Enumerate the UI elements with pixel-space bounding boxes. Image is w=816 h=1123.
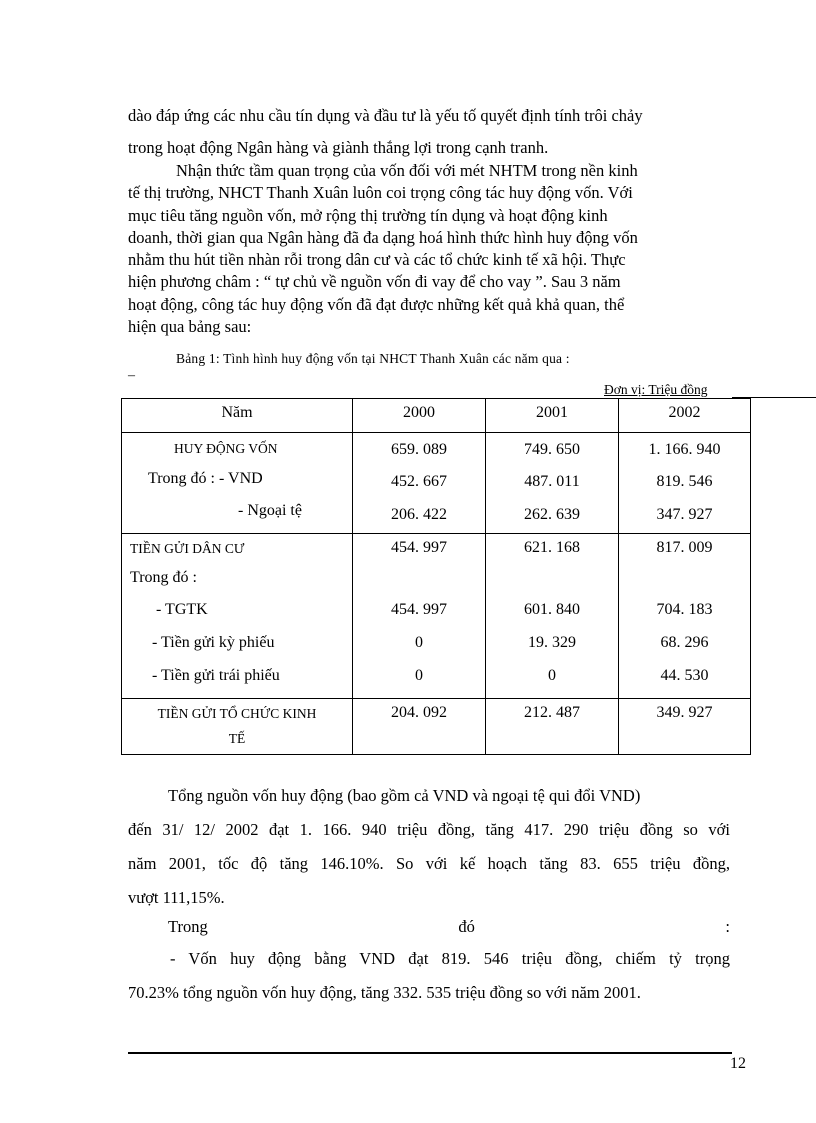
label-capital-foreign: - Ngoại tệ <box>238 502 302 519</box>
para2-line-8: hiện qua bảng sau: <box>128 317 252 337</box>
cell-value: 349. 927 <box>656 704 713 721</box>
para2-line-2: tế thị trường, NHCT Thanh Xuân luôn coi trọng công tác huy động vốn. Với <box>128 183 633 203</box>
para2-line-4: doanh, thời gian qua Ngân hàng đã đa dạng hoá hình thức hình huy động vốn <box>128 227 638 247</box>
row-label-household <box>122 534 353 699</box>
of-which-colon: : <box>725 917 730 936</box>
header-2002: 2002 <box>619 399 751 433</box>
paragraph-importance <box>128 160 728 338</box>
header-2001: 2001 <box>486 399 619 433</box>
para2-line-7: hoạt động, công tác huy động vốn đã đạt được những kết quả khả quan, thể <box>128 294 625 314</box>
caption-dash: – <box>128 368 135 383</box>
label-household-total: TIỀN GỬI DÂN CƯ <box>130 541 245 556</box>
table-unit: Đơn vị: Triệu đồng <box>604 382 708 397</box>
paragraph-total-capital <box>128 779 730 915</box>
cell-value: 0 <box>415 634 423 651</box>
intro-paragraph <box>128 100 744 164</box>
label-bond: - Tiền gửi trái phiếu <box>152 667 280 684</box>
cell-value: 0 <box>415 667 423 684</box>
economic-org-2002 <box>619 699 751 755</box>
cell-value: 749. 650 <box>524 441 580 458</box>
table-header-row <box>122 399 751 433</box>
cell-value: 206. 422 <box>391 506 447 523</box>
para3-line-1: Tổng nguồn vốn huy động (bao gồm cả VND và ngoại tệ qui đổi VND) <box>168 786 641 805</box>
header-year: Năm <box>122 399 353 433</box>
cell-value: 819. 546 <box>656 473 713 490</box>
cell-value: 817. 009 <box>656 539 713 556</box>
intro-line-2: trong hoạt động Ngân hàng và giành thắng lợi trong cạnh tranh. <box>128 138 549 157</box>
para2-line-1: Nhận thức tầm quan trọng của vốn đối với mét NHTM trong nền kinh <box>176 161 638 180</box>
label-capital-total: HUY ĐỘNG VỐN <box>174 441 278 456</box>
label-savings: - TGTK <box>156 601 208 618</box>
intro-line-1: dào đáp ứng các nhu cầu tín dụng và đầu tư là yếu tố quyết định tính trôi chảy <box>128 106 643 125</box>
cell-value: 19. 329 <box>528 634 576 651</box>
cell-value: 659. 089 <box>391 441 447 458</box>
capital-2000 <box>353 433 486 534</box>
row-label-capital <box>122 433 353 534</box>
cell-value: 704. 183 <box>656 601 713 618</box>
cell-value: 1. 166. 940 <box>648 441 721 458</box>
cell-value: 487. 011 <box>524 473 580 490</box>
label-promissory: - Tiền gửi kỳ phiếu <box>152 634 275 651</box>
para5-line-1: - Vốn huy động bằng VND đạt 819. 546 triệu đồng, chiếm tỷ trọng <box>170 949 730 968</box>
para5-line-2: 70.23% tổng nguồn vốn huy động, tăng 332. 535 triệu đồng so với năm 2001. <box>128 983 641 1002</box>
para2-line-6: hiện phương châm : “ tự chủ về nguồn vốn đi vay để cho vay ”. Sau 3 năm <box>128 272 621 292</box>
header-2000: 2000 <box>353 399 486 433</box>
table-row-household-deposits <box>122 534 751 699</box>
para3-line-2: đến 31/ 12/ 2002 đạt 1. 166. 940 triệu đồng, tăng 417. 290 triệu đồng so với <box>128 820 730 839</box>
label-economic-org-line2: TẾ <box>228 731 246 746</box>
cell-value: 68. 296 <box>660 634 709 651</box>
capital-2002 <box>619 433 751 534</box>
cell-value: 454. 997 <box>391 539 447 556</box>
household-2000 <box>353 534 486 699</box>
label-household-of-which: Trong đó : <box>130 569 197 586</box>
cell-value: 601. 840 <box>524 601 580 618</box>
capital-2001 <box>486 433 619 534</box>
cell-value: 621. 168 <box>524 539 580 556</box>
cell-value: 454. 997 <box>391 601 447 618</box>
cell-value: 262. 639 <box>524 506 580 523</box>
label-economic-org-line1: TIỀN GỬI TỔ CHỨC KINH <box>157 706 317 721</box>
cell-value: 44. 530 <box>660 667 709 684</box>
label-capital-vnd: Trong đó : - VND <box>148 470 263 487</box>
page-number: 12 <box>730 1055 746 1072</box>
table-caption: Bảng 1: Tình hình huy động vốn tại NHCT Thanh Xuân các năm qua : <box>176 351 570 366</box>
row-label-economic-org <box>122 699 353 755</box>
para3-line-4: vượt 111,15%. <box>128 888 225 907</box>
para2-line-5: nhằm thu hút tiền nhàn rỗi trong dân cư và các tổ chức kinh tế xã hội. Thực <box>128 250 626 270</box>
cell-value: 0 <box>548 667 556 684</box>
cell-value: 452. 667 <box>391 473 447 490</box>
of-which-word-1: Trong <box>168 917 208 936</box>
paragraph-vnd-capital <box>128 942 730 1010</box>
table-row-economic-org-deposits <box>122 699 751 755</box>
para3-line-3: năm 2001, tốc độ tăng 146.10%. So với kế hoạch tăng 83. 655 triệu đồng, <box>128 854 730 873</box>
table-row-capital <box>122 433 751 534</box>
para2-line-3: mục tiêu tăng nguồn vốn, mở rộng thị trường tín dụng và hoạt động kinh <box>128 205 608 225</box>
paragraph-of-which <box>168 910 730 944</box>
economic-org-2000 <box>353 699 486 755</box>
capital-mobilization-table <box>121 398 751 755</box>
cell-value: 204. 092 <box>391 704 447 721</box>
household-2001 <box>486 534 619 699</box>
footer-rule <box>128 1052 732 1054</box>
cell-value: 347. 927 <box>656 506 713 523</box>
cell-value: 212. 487 <box>524 704 580 721</box>
economic-org-2001 <box>486 699 619 755</box>
of-which-word-2: đó <box>458 917 475 936</box>
household-2002 <box>619 534 751 699</box>
